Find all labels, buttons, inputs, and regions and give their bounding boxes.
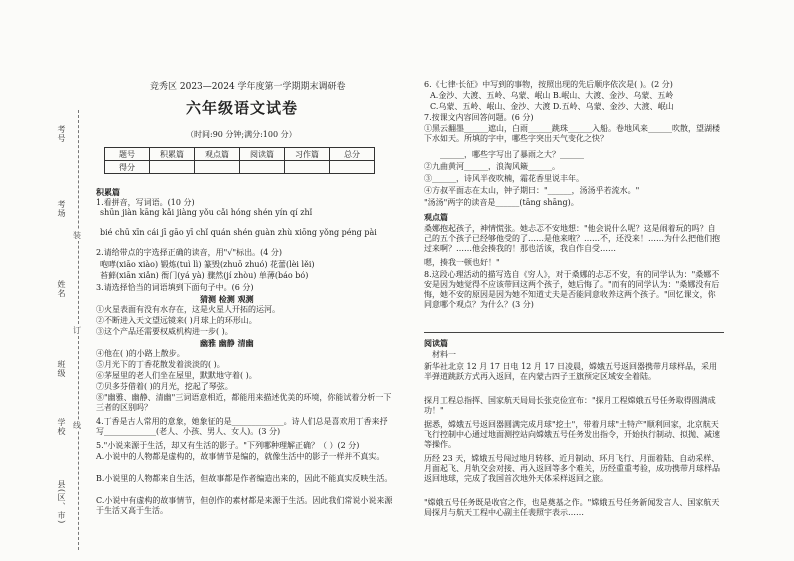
time-info: （时间:90 分钟;满分:100 分） — [186, 130, 297, 139]
section-reading: 阅读篇 — [424, 338, 448, 348]
cut-mark-1: 装 — [73, 231, 81, 240]
score-table — [104, 147, 375, 174]
score-header-cell: 题号 — [105, 148, 150, 161]
binding-margin — [0, 0, 92, 561]
grade-title: 六年级语文试卷 — [186, 99, 299, 117]
county-label: 县(区、市) — [57, 480, 66, 525]
venue-label: 考场 — [57, 200, 66, 218]
question-7-part-4b: "汤汤"两字的读音是______(tāng shāng)。 — [424, 198, 579, 207]
question-3-sentence-5: ⑤月光下的丁香花散发着淡淡的( )。 — [96, 360, 225, 369]
question-3-sentence-2: ②不断进入天文望远镜来( )月球上的环形山。 — [96, 316, 257, 325]
class-label: 班级 — [57, 360, 66, 378]
score-row-label: 得分 — [105, 161, 150, 174]
question-8: 8.这段心理活动的描写选自《穷人》，对于桑娜的忐忑不安，有的同学认为："桑娜不安是因为她觉得不应该带回这两个孩子，她后悔了。"而有的同学认为："桑娜没有后悔，她不安的原因是因为她不知道丈夫是否能同意收养这两个孩子。"回忆课文，你同意哪个观点？为什么？(3 分) — [424, 270, 720, 309]
score-cell[interactable] — [195, 161, 240, 174]
section-viewpoint: 观点篇 — [424, 212, 448, 222]
question-3-sentence-8: ⑧"幽雅、幽静、清幽"三词语意相近，都能用来描述优美的环境，你能试着分析一下三者的区别吗？ — [96, 393, 392, 412]
question-7: 7.按课文内容回答问题。(6 分) — [424, 113, 534, 122]
question-1-pinyin-row-1: shūn jiàn kāng kǎi jiàng yǒu cǎi hóng shén yín qí zhǐ — [100, 208, 313, 217]
name-label: 姓名 — [57, 280, 66, 298]
school-label: 学校 — [57, 418, 66, 436]
score-table-header-row — [105, 148, 375, 161]
score-header-cell: 积累篇 — [150, 148, 195, 161]
section-divider — [424, 332, 724, 333]
question-6: 6.《七律·长征》中写到的事物，按照出现的先后顺序依次是( )。(2 分) — [424, 80, 673, 89]
question-7-part-2: ②九曲黄河______，浪淘风簸______。 — [424, 162, 560, 171]
question-3-sentence-6: ⑥茅屋里的老人们坐在屋里，默默地守着( )。 — [96, 371, 257, 380]
exam-number-label: 考号 — [57, 125, 66, 143]
material-1-paragraph-5: "嫦娥五号任务既是收官之作，也是奠基之作。"嫦娥五号任务新闻发言人、国家航天局探月与航天工程中心副主任裴照宇表示…… — [424, 498, 720, 517]
material-1-paragraph-4: 历经 23 天，嫦娥五号闯过地月转移、近月制动、环月飞行、月面着陆、自动采样、月面起飞、月轨交会对接、再入返回等多个难关，历经重重考验，成功携带月球样品返回地球，完成了我国首次地外天体采样返回之旅。 — [424, 454, 720, 483]
question-3: 3.请选择恰当的词语填到下面句子中。(6 分) — [96, 283, 254, 292]
question-7-part-4: ④方叔平面志在太山，钟子期曰："______，汤汤乎若流水。" — [424, 186, 640, 195]
question-3-sentence-7: ⑦贝多芬借着( )的月光，挖起了琴弦。 — [96, 382, 233, 391]
question-2: 2.请给带点的字选择正确的读音，用"√"标出。(4 分) — [96, 248, 282, 257]
cut-mark-3: 线 — [73, 421, 81, 430]
score-header-cell: 总分 — [330, 148, 375, 161]
question-5-option-c: C.小说中有虚构的故事情节，但创作的素材都是来源于生活。因此我们常说小说来源于生活又高于生活。 — [96, 496, 393, 515]
score-cell[interactable] — [330, 161, 375, 174]
question-3-word-bank-2: 幽雅 幽静 清幽 — [200, 338, 254, 348]
question-2-row-a: 咆哮(xiāo xiào) 锻炼(tuì lì) 篆毁(zhuō zhuó) 花蕾(lèi lěi) — [100, 260, 315, 269]
question-4: 4.丁香是古人常用的意象，她象征的是_____________。诗人们总是喜欢用丁香来抒写_____________(老人、小孩、男人、女人)。(3 分) — [96, 417, 388, 436]
question-7-part-1b: ______，哪些字写出了暴雨之大？______ — [440, 150, 584, 159]
question-5-option-b: B.小说里的人物都来自生活，但故事都是作者编造出来的，因此不能真实反映生活。 — [96, 474, 393, 483]
material-1-paragraph-1: 新华社北京 12 月 17 日电 12 月 17 日凌晨，嫦娥五号返回器携带月球样品，采用半弹道跳跃方式再入返回，在内蒙古四子王旗预定区域安全着陆。 — [424, 362, 718, 381]
material-1-paragraph-2: 探月工程总指挥、国家航天局局长张克俭宣布："探月工程嫦娥五号任务取得圆满成功！" — [424, 396, 716, 415]
passage-paragraph-2: 嗯，揍我一顿也好！" — [424, 258, 500, 267]
material-1-paragraph-3: 据悉，嫦娥五号返回器圆满完成月球"挖土"，带着月球"土特产"顺利回家，北京航天飞行控制中心通过地面测控站向嫦娥五号任务发出指令，开始执行制动、拟抛、减速等操作。 — [424, 420, 720, 449]
question-6-options-ab: A.金沙、大渡、五岭、乌蒙、岷山 B.岷山、大渡、金沙、乌蒙、五岭 — [430, 91, 674, 100]
question-7-part-3: ③______，诗风半夜吹楠，霜花香里说丰年。 — [424, 174, 584, 183]
score-cell[interactable] — [285, 161, 330, 174]
material-1-label: 材料一 — [432, 350, 456, 359]
question-3-sentence-1: ①火星表面有没有水存在，这是火星人开拓的运河。 — [96, 305, 280, 314]
question-3-sentence-3: ③这个产品还需要权威机构进一步( )。 — [96, 327, 233, 336]
cut-mark-2: 订 — [73, 326, 81, 335]
question-3-word-bank-1: 猜测 检测 观测 — [200, 294, 254, 304]
question-5-option-a: A.小说中的人物都是虚构的，故事情节是编的，就像生活中的影子一样并不真实。 — [96, 452, 385, 461]
question-1-pinyin-row-2: bié chū xīn cái jī gāo yī chǐ quán shén guàn zhù xiōng yǒng péng pài — [100, 228, 377, 237]
exam-title: 竞秀区 2023—2024 学年度第一学期期末调研卷 — [150, 82, 346, 92]
question-7-part-1: ①黑云翻墨______遮山，白雨______跳珠______入船。卷地风来______吹散，望湖楼下水如天。所填的字中，哪些字突出天气变化之快？ — [424, 124, 720, 143]
question-6-options-cd: C.乌蒙、五岭、岷山、金沙、大渡 D.五岭、乌蒙、金沙、大渡、岷山 — [430, 102, 674, 111]
score-header-cell: 阅读篇 — [240, 148, 285, 161]
score-table-score-row — [105, 161, 375, 174]
question-5: 5."小说来源于生活，却又有生活的影子。"下列哪种理解正确？（ ）(2 分) — [96, 441, 360, 450]
score-header-cell: 习作篇 — [285, 148, 330, 161]
question-2-row-b: 苔藓(xiān xiǎn) 衙门(yá yà) 骤然(jí zhòu) 单薄(báo bó) — [100, 271, 309, 280]
passage-paragraph-1: 桑娜抱起孩子，神情慌张。她忐忑不安地想："他会说什么呢？这是闹着玩的吗？自己的五个孩子已经够他受的了……是他来啦？……不，还没来！……为什么把他们抱过来啊？……他会揍我的！那也活该，我自作自受…… — [424, 224, 720, 253]
score-header-cell: 观点篇 — [195, 148, 240, 161]
score-cell[interactable] — [240, 161, 285, 174]
question-3-sentence-4: ④他在( )的小路上散步。 — [96, 349, 185, 358]
question-1: 1.看拼音，写词语。(10 分) — [96, 198, 195, 207]
score-cell[interactable] — [150, 161, 195, 174]
section-accumulation: 积累篇 — [96, 187, 120, 197]
